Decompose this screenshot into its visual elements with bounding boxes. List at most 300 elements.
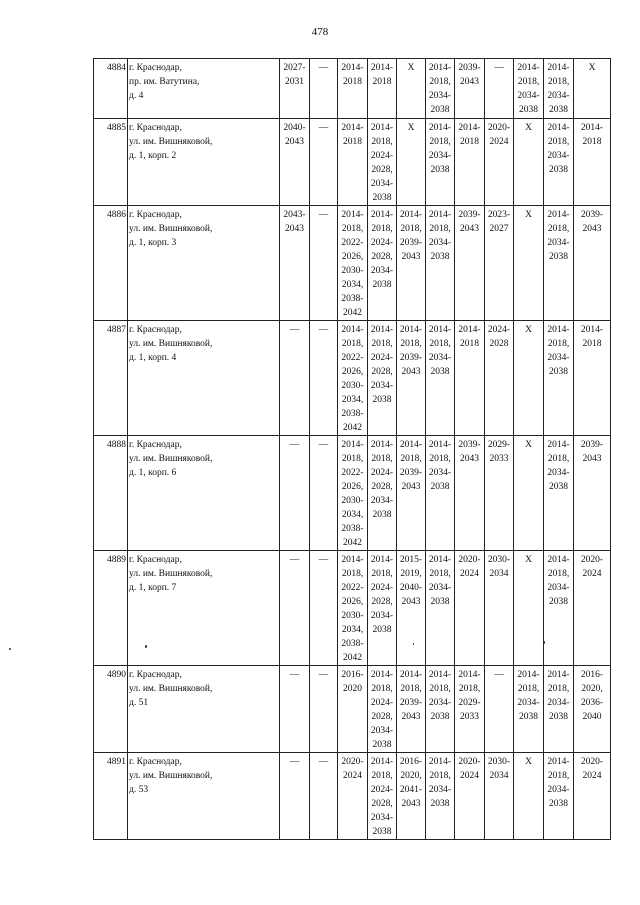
period-line: 2043 [460, 454, 479, 464]
period-line: 2014- [547, 670, 570, 680]
period-line: 2038 [519, 712, 538, 722]
period-line: 2018, [371, 224, 393, 234]
period-line: 2018, [547, 339, 570, 349]
period-line: 2040- [283, 123, 306, 133]
period-line: 2014- [370, 670, 394, 680]
period-cell [397, 206, 426, 321]
period-line: 2014- [399, 210, 423, 220]
period-line: 2034, [341, 395, 364, 405]
period-cell [455, 436, 485, 551]
period-line: 2014- [341, 63, 364, 73]
period-cell [485, 206, 514, 321]
period-line: 2034- [547, 785, 570, 795]
period-cell [485, 321, 514, 436]
period-line: 2030- [341, 381, 364, 391]
schedule-table [93, 58, 611, 840]
period-line: 2022- [341, 353, 364, 363]
period-line: 2038 [430, 252, 450, 262]
period-line: 2014- [580, 325, 604, 335]
period-line: 2034- [517, 698, 540, 708]
period-line: 2014- [458, 325, 481, 335]
period-line: 2018, [400, 454, 422, 464]
period-line: 2034- [547, 698, 570, 708]
period-line: 2014- [428, 757, 452, 767]
period-cell [368, 666, 397, 753]
period-line: — [318, 325, 329, 335]
period-cell [397, 119, 426, 206]
period-line: 2038 [372, 193, 392, 203]
period-line: X [525, 440, 532, 450]
period-cell [338, 753, 368, 840]
address-line: ул. им. Вишняковой, [129, 569, 213, 579]
address-line: ул. им. Вишняковой, [129, 771, 213, 781]
period-line: 2018, [547, 137, 570, 147]
period-line: 2018, [400, 339, 422, 349]
address-line: ул. им. Вишняковой, [129, 137, 213, 147]
period-line: 2020- [341, 757, 364, 767]
table-row [94, 753, 611, 840]
period-line: 2014- [547, 325, 570, 335]
period-line: 2042 [343, 653, 362, 663]
period-line: 2018 [343, 77, 362, 87]
period-line: 2038 [549, 799, 568, 809]
period-cell [338, 206, 368, 321]
period-cell [338, 436, 368, 551]
period-cell [397, 753, 426, 840]
address-cell [128, 436, 280, 551]
period-cell [338, 666, 368, 753]
table-row [94, 59, 611, 119]
period-line: 2016- [580, 670, 604, 680]
period-line: 2014- [428, 123, 452, 133]
period-cell [514, 206, 544, 321]
period-cell [574, 436, 611, 551]
period-line: 2014- [341, 325, 364, 335]
period-line: — [289, 555, 300, 565]
period-cell [455, 551, 485, 666]
period-line: 2043 [285, 224, 304, 234]
period-line: 2024 [489, 137, 509, 147]
period-line: 2027 [489, 224, 509, 234]
period-line: 2038 [372, 827, 392, 837]
period-line: 2018, [429, 339, 451, 349]
address-cell [128, 119, 280, 206]
period-line: X [525, 757, 532, 767]
period-cell [426, 321, 455, 436]
period-line: 2018, [429, 77, 451, 87]
period-cell [368, 436, 397, 551]
period-line: 2038 [549, 367, 568, 377]
period-cell [280, 753, 310, 840]
period-line: 2034- [428, 468, 452, 478]
period-line: 2028, [371, 712, 393, 722]
period-line: — [494, 670, 504, 680]
period-line: 2039- [458, 63, 481, 73]
period-line: 2024- [370, 151, 394, 161]
period-line: 2018, [547, 569, 570, 579]
period-cell [514, 119, 544, 206]
period-line: 2014- [370, 440, 394, 450]
period-line: 2038- [341, 524, 364, 534]
period-line: 2014- [547, 63, 570, 73]
period-line: 2018, [371, 569, 393, 579]
period-line: 2022- [341, 238, 364, 248]
period-cell [338, 321, 368, 436]
period-cell [455, 666, 485, 753]
period-line: 2014- [341, 210, 364, 220]
period-line: 2039- [399, 468, 423, 478]
period-cell [455, 321, 485, 436]
period-line: 2020- [458, 757, 481, 767]
period-line: 2030- [487, 757, 511, 767]
address-cell [128, 206, 280, 321]
period-line: 2034- [428, 785, 452, 795]
period-line: 2034, [341, 510, 364, 520]
period-line: 2043 [582, 454, 602, 464]
period-line: 2014- [458, 123, 481, 133]
address-line: г. Краснодар, [129, 325, 182, 335]
period-line: 2038 [372, 625, 392, 635]
period-line: 2039- [580, 440, 604, 450]
period-line: 2018 [582, 339, 602, 349]
period-line: 2014- [370, 123, 394, 133]
period-line: 2038 [430, 712, 450, 722]
period-line: 2038 [372, 280, 392, 290]
period-line: 2024 [460, 771, 479, 781]
period-line: 2030- [487, 555, 511, 565]
period-line: 2014- [428, 63, 452, 73]
period-line: 2034- [370, 813, 394, 823]
period-line: 2030- [341, 496, 364, 506]
period-cell [280, 666, 310, 753]
period-line: X [525, 123, 532, 133]
period-line: 2038 [372, 395, 392, 405]
period-line: 2024- [370, 785, 394, 795]
period-cell [544, 59, 574, 119]
row-number: 4886 [94, 206, 128, 321]
address-line: д. 1, корп. 3 [129, 238, 177, 248]
period-cell [485, 551, 514, 666]
row-number: 4887 [94, 321, 128, 436]
period-line: 2024 [582, 569, 602, 579]
period-line: 2034- [428, 583, 452, 593]
period-line: 2024 [460, 569, 479, 579]
address-line: г. Краснодар, [129, 670, 182, 680]
period-cell [514, 666, 544, 753]
scan-speck [145, 645, 147, 648]
period-cell [338, 59, 368, 119]
period-cell [485, 119, 514, 206]
period-line: 2014- [517, 63, 540, 73]
row-number: 4884 [94, 59, 128, 119]
period-cell [574, 753, 611, 840]
period-line: 2034- [428, 698, 452, 708]
period-line: 2043 [460, 77, 479, 87]
period-cell [310, 753, 338, 840]
period-cell [338, 119, 368, 206]
period-cell [485, 753, 514, 840]
period-line: 2034- [547, 353, 570, 363]
period-line: 2018, [517, 684, 540, 694]
period-line: 2018, [429, 137, 451, 147]
period-line: 2018, [429, 224, 451, 234]
period-cell [514, 59, 544, 119]
period-line: 2039- [580, 210, 604, 220]
period-cell [544, 551, 574, 666]
period-line: 2039- [458, 440, 481, 450]
address-line: ул. им. Вишняковой, [129, 224, 213, 234]
period-line: 2014- [399, 670, 423, 680]
table-row [94, 551, 611, 666]
period-line: 2043 [460, 224, 479, 234]
period-cell [544, 666, 574, 753]
period-line: X [588, 63, 596, 73]
row-number: 4885 [94, 119, 128, 206]
period-line: 2028, [371, 367, 393, 377]
period-line: 2018, [547, 684, 570, 694]
period-line: 2018, [547, 454, 570, 464]
table-row [94, 666, 611, 753]
period-line: 2033 [460, 712, 479, 722]
period-cell [368, 59, 397, 119]
period-line: 2018, [341, 224, 364, 234]
period-line: 2029- [487, 440, 511, 450]
period-line: 2034- [547, 583, 570, 593]
table-row [94, 206, 611, 321]
period-cell [310, 321, 338, 436]
period-line: — [289, 440, 300, 450]
period-line: 2014- [458, 670, 481, 680]
period-cell [338, 551, 368, 666]
period-line: 2019, [400, 569, 422, 579]
period-line: 2014- [547, 757, 570, 767]
period-line: 2018, [400, 224, 422, 234]
period-line: 2014- [517, 670, 540, 680]
period-line: 2030- [341, 266, 364, 276]
period-line: 2043 [401, 597, 421, 607]
period-line: 2018, [371, 454, 393, 464]
period-line: 2024- [370, 698, 394, 708]
table-row [94, 119, 611, 206]
period-line: 2014- [370, 210, 394, 220]
address-cell [128, 321, 280, 436]
period-line: 2014- [547, 210, 570, 220]
period-cell [310, 59, 338, 119]
period-line: 2014- [341, 555, 364, 565]
table-row [94, 321, 611, 436]
period-line: — [318, 670, 329, 680]
period-line: X [407, 63, 415, 73]
period-line: 2043 [401, 252, 421, 262]
period-cell [544, 321, 574, 436]
period-line: 2020- [580, 757, 604, 767]
period-line: 2038 [430, 482, 450, 492]
period-line: 2028 [489, 339, 509, 349]
period-line: 2030- [341, 611, 364, 621]
scan-speck [9, 648, 11, 650]
period-line: 2036- [580, 698, 604, 708]
period-line: 2038 [372, 510, 392, 520]
period-line: 2039- [399, 698, 423, 708]
period-line: 2018, [371, 771, 393, 781]
period-cell [485, 59, 514, 119]
row-number: 4890 [94, 666, 128, 753]
period-line: 2018, [429, 771, 451, 781]
period-line: 2020, [581, 684, 603, 694]
period-line: 2034- [547, 468, 570, 478]
period-line: 2014- [428, 440, 452, 450]
period-line: 2018, [429, 684, 451, 694]
period-line: 2014- [341, 123, 364, 133]
period-line: 2020 [343, 684, 362, 694]
period-line: 2024- [370, 468, 394, 478]
period-line: 2038 [430, 799, 450, 809]
period-cell [397, 666, 426, 753]
period-line: — [289, 670, 300, 680]
period-line: 2028, [371, 165, 393, 175]
period-line: — [318, 757, 329, 767]
address-line: г. Краснодар, [129, 440, 182, 450]
period-cell [310, 551, 338, 666]
period-cell [280, 551, 310, 666]
period-line: 2016- [399, 757, 423, 767]
period-line: 2018, [547, 224, 570, 234]
period-line: — [318, 63, 329, 73]
period-line: 2033 [489, 454, 509, 464]
period-line: 2018, [371, 137, 393, 147]
address-line: д. 51 [129, 698, 149, 708]
address-line: г. Краснодар, [129, 555, 182, 565]
period-line: — [318, 123, 329, 133]
period-line: 2040- [399, 583, 423, 593]
period-line: 2029- [458, 698, 481, 708]
period-line: 2024- [370, 238, 394, 248]
period-line: 2028, [371, 799, 393, 809]
period-cell [455, 753, 485, 840]
period-line: 2014- [428, 670, 452, 680]
period-cell [544, 753, 574, 840]
address-line: ул. им. Вишняковой, [129, 684, 213, 694]
period-line: 2034- [370, 726, 394, 736]
address-cell [128, 59, 280, 119]
period-line: 2038 [549, 252, 568, 262]
period-line: 2018 [582, 137, 602, 147]
address-cell [128, 551, 280, 666]
period-cell [544, 119, 574, 206]
period-line: 2042 [343, 538, 362, 548]
period-line: 2024- [370, 583, 394, 593]
period-line: 2024 [582, 771, 602, 781]
period-line: 2034- [547, 91, 570, 101]
period-line: 2043- [283, 210, 306, 220]
period-cell [280, 321, 310, 436]
period-line: — [318, 555, 329, 565]
period-line: 2043 [582, 224, 602, 234]
period-cell [455, 59, 485, 119]
period-line: 2016- [341, 670, 364, 680]
period-line: 2014- [399, 325, 423, 335]
period-line: 2014- [580, 123, 604, 133]
period-line: 2028, [371, 482, 393, 492]
period-line: 2018, [341, 339, 364, 349]
period-line: 2014- [370, 325, 394, 335]
period-line: 2034- [547, 238, 570, 248]
address-line: ул. им. Вишняковой, [129, 454, 213, 464]
period-line: 2014- [370, 757, 394, 767]
period-cell [397, 436, 426, 551]
period-line: 2022- [341, 583, 364, 593]
period-line: 2034- [428, 353, 452, 363]
period-line: 2018, [341, 569, 364, 579]
period-cell [368, 321, 397, 436]
period-cell [310, 436, 338, 551]
period-line: — [289, 757, 300, 767]
period-line: 2034 [489, 771, 509, 781]
period-cell [397, 321, 426, 436]
period-line: 2014- [341, 440, 364, 450]
period-line: 2014- [547, 123, 570, 133]
period-cell [280, 59, 310, 119]
period-cell [280, 436, 310, 551]
period-line: 2038 [519, 105, 538, 115]
period-line: 2022- [341, 468, 364, 478]
period-line: 2038 [549, 597, 568, 607]
address-line: д. 1, корп. 4 [129, 353, 177, 363]
period-line: 2034- [370, 381, 394, 391]
period-cell [514, 753, 544, 840]
period-line: 2043 [285, 137, 304, 147]
period-line: 2024- [370, 353, 394, 363]
period-line: X [407, 123, 415, 133]
period-cell [544, 436, 574, 551]
address-line: д. 53 [129, 785, 149, 795]
period-cell [368, 753, 397, 840]
period-line: 2014- [399, 440, 423, 450]
period-line: 2034- [547, 151, 570, 161]
period-line: — [318, 210, 329, 220]
period-line: 2018, [429, 454, 451, 464]
row-number: 4888 [94, 436, 128, 551]
period-cell [426, 206, 455, 321]
period-line: 2026, [341, 367, 364, 377]
period-line: 2024 [343, 771, 362, 781]
period-line: 2039- [458, 210, 481, 220]
period-cell [368, 551, 397, 666]
period-line: 2015- [399, 555, 423, 565]
period-line: 2038 [430, 597, 450, 607]
period-line: 2031 [285, 77, 304, 87]
address-line: г. Краснодар, [129, 757, 182, 767]
period-line: 2034- [428, 91, 452, 101]
period-line: 2038 [430, 165, 450, 175]
period-line: 2034- [370, 266, 394, 276]
period-cell [574, 206, 611, 321]
period-line: 2026, [341, 482, 364, 492]
row-number: 4889 [94, 551, 128, 666]
address-line: д. 1, корп. 2 [129, 151, 177, 161]
scan-speck [543, 641, 545, 644]
period-line: 2018 [372, 77, 392, 87]
period-line: 2014- [547, 440, 570, 450]
period-line: 2014- [547, 555, 570, 565]
period-line: 2039- [399, 353, 423, 363]
period-line: 2018 [343, 137, 362, 147]
period-line: 2014- [428, 210, 452, 220]
period-line: — [318, 440, 329, 450]
period-line: 2018 [460, 339, 479, 349]
period-line: 2034- [517, 91, 540, 101]
period-line: 2028, [371, 252, 393, 262]
